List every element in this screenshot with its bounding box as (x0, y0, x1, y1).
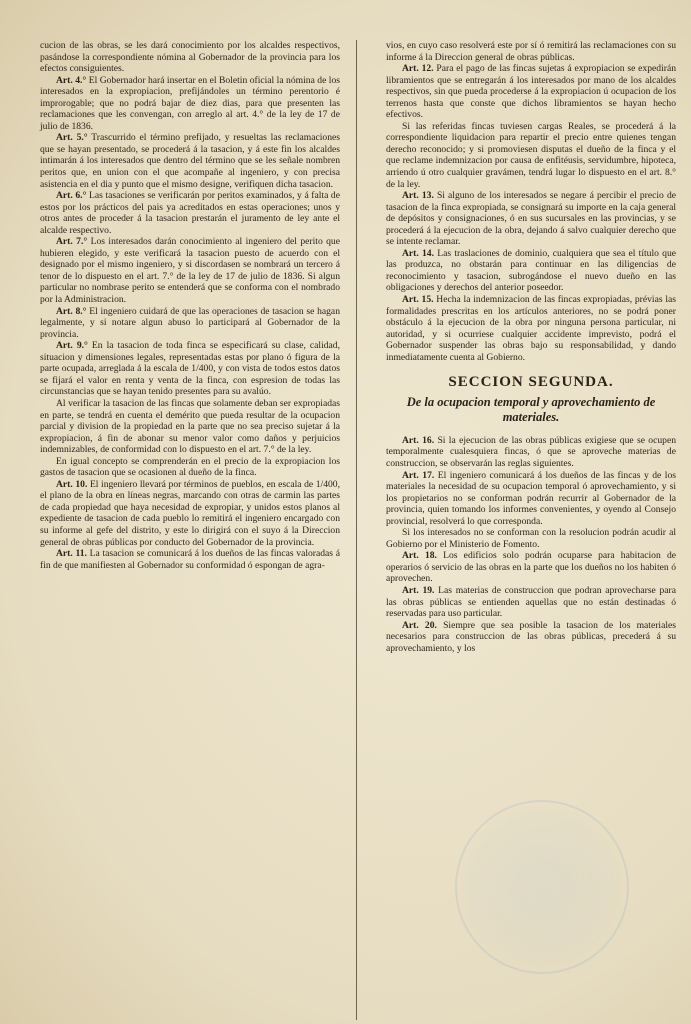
article-10 (40, 479, 340, 548)
paragraph: cucion de las obras, se les dará conocimiento por los alcaldes respectivos, pasándose la correspondiente nómina al Gobernador de la provincia para los efectos consiguientes. (40, 40, 340, 75)
article-text: Para el pago de las fincas sujetas á expropiacion se expedirán libramientos que se entregarán á los interesados por mano de los alcaldes respectivos, sin que pueda procederse á la expropiacion ú ocupacion de los terrenos hasta que conste que dichos libramientos se hayan hecho efectivos. (386, 63, 676, 121)
article-text: Los edificios solo podrán ocuparse para habitacion de operarios ó servicio de las obras en la parte que los dueños no los habiten ó aprovechen. (386, 550, 676, 585)
article-label: Art. 18. (402, 550, 437, 562)
article-9 (40, 340, 340, 398)
article-text: El ingeniero comunicará á los dueños de las fincas y de los materiales la necesidad de su ocupacion temporal ó aprovechamiento, y si los propietarios no se conforman podrán recurrir al Gobernador de la provincia, quien tomando los informes convenientes, y oyendo al Consejo provincial, resolverá lo que corresponda. (386, 469, 676, 527)
article-text: El ingeniero cuidará de que las operaciones de tasacion se hagan legalmente, y si notare algun abuso lo participará al Gobernador de la provincia. (40, 305, 340, 340)
article-label: Art. 8.° (56, 305, 87, 317)
paragraph: vios, en cuyo caso resolverá este por sí ó remitirá las reclamaciones con su informe á la Direccion general de obras públicas. (386, 40, 676, 63)
article-7 (40, 236, 340, 305)
article-8 (40, 306, 340, 341)
article-12 (386, 63, 676, 121)
article-label: Art. 20. (402, 619, 437, 631)
article-text: Trascurrido el término prefijado, y resueltas las reclamaciones que se hayan presentado, se procederá á la tasacion, y á este fin los alcaldes intimarán á los interesados que dentro del término que se les señale nombren peritos que, en union con el que acompañe al ingeniero, y con precisa asistencia en el dia y punto que el mismo designe, verifiquen dicha tasacion. (40, 132, 340, 190)
article-5 (40, 132, 340, 190)
article-label: Art. 11. (56, 548, 87, 560)
paragraph: Si las referidas fincas tuviesen cargas Reales, se procederá á la correspondiente liquidacion para repartir el precio entre quienes tengan derecho reconocido; y si promoviesen disputas el dueño de la finca y el que reclame indemnizacion por causa de enfitéusis, servidumbre, hipoteca, arriendo ú otro cualquier gravámen, tendrá lugar lo dispuesto en el art. 8.° de la ley. (386, 120, 676, 190)
article-16 (386, 435, 676, 470)
article-19 (386, 585, 676, 620)
library-stamp-watermark (455, 800, 629, 974)
left-column (40, 40, 340, 571)
article-6 (40, 190, 340, 236)
article-18 (386, 550, 676, 585)
article-label: Art. 6.° (56, 190, 87, 202)
article-text: Las materias de construccion que podran aprovecharse para las obras públicas se entienden aquellas que no están destinadas ó reservadas para uso particular. (386, 584, 677, 620)
article-20 (386, 620, 676, 655)
article-text: Si alguno de los interesados se negare á percibir el precio de tasacion de la finca expropiada, se consignará su importe en la caja general de depósitos y consignaciones, ó en sus sucursales en las provincias, y se procederá á la ejecucion de la obra, dejando á salvo cualquier derecho que se intente reclamar. (386, 190, 676, 248)
article-label: Art. 14. (402, 247, 435, 259)
article-label: Art. 16. (402, 434, 435, 446)
article-label: Art. 19. (402, 584, 435, 596)
article-label: Art. 4.° (56, 74, 87, 86)
paragraph: Al verificar la tasacion de las fincas que solamente deban ser expropiadas en parte, se tendrá en cuenta el demérito que pueda resultar de la ocupacion parcial y division de la propiedad en la parte que no sea preciso sujetar á la expropiacion, á fin de abonar su menor valor como daños y perjuicios indemnizables, de conformidad con lo dispuesto en el art. 7.° de la ley. (40, 397, 340, 456)
article-label: Art. 13. (402, 190, 434, 202)
article-text: La tasacion se comunicará á los dueños de las fincas valoradas á fin de que manifiesten al Gobernador su conformidad ó espongan de agra- (40, 548, 340, 571)
article-text: Las traslaciones de dominio, cualquiera que sea el título que las produzca, no obstarán para continuar en las diligencias de reconocimiento y tasacion, subrogándose el nuevo dueño en las obligaciones y derechos del anterior poseedor. (386, 247, 676, 294)
article-label: Art. 7.° (56, 236, 88, 248)
article-text: Si la ejecucion de las obras públicas exigiese que se ocupen temporalmente cualesquiera fincas, ó que se aproveche materias de construccion, se observarán las reglas siguientes. (386, 434, 677, 469)
section-title: SECCION SEGUNDA. (448, 374, 614, 391)
article-11 (40, 548, 340, 571)
article-text: Las tasaciones se verificarán por peritos examinados, y á falta de estos por los prácticos del pais ya acreditados en estas operaciones; unos y otros antes de proceder á la tasacion prestarán el juramento de ley ante el alcalde respectivo. (40, 190, 340, 236)
column-divider (356, 40, 357, 1020)
article-14 (386, 248, 676, 294)
paragraph: Si los interesados no se conforman con la resolucion podrán acudir al Gobierno por el Ministerio de Fomento. (386, 527, 676, 550)
article-label: Art. 12. (402, 63, 434, 75)
article-text: Siempre que sea posible la tasacion de los materiales necesarios para construccion de las obras públicas, precederá á su aprovechamiento, y los (386, 619, 676, 654)
article-15 (386, 294, 676, 363)
article-text: El ingeniero llevará por términos de pueblos, en escala de 1/400, el plano de la obra en líneas negras, marcando con otras de carmin las partes de cada propiedad que haya necesidad de expropiar, y unidos estos planos al expediente de tasacion de cada pueblo lo remitirá el ingeniero encargado con su informe al gefe del distrito, y este lo dirigirá con el suyo á la Direccion general de obras públicas por conducto del Gobernador de la provincia. (40, 478, 340, 548)
right-column (386, 40, 676, 654)
article-text: Hecha la indemnizacion de las fincas expropiadas, prévias las formalidades prescritas en los artículos anteriores, no se podrá poner obstáculo á la ejecucion de la obra por ninguna persona particular, ni autoridad, y si ocurriese cualquier accidente imprevisto, podrá el Gobernador suspender las obras bajo su responsabilidad, y dando inmediatamente cuenta al Gobierno. (386, 294, 676, 363)
article-label: Art. 15. (402, 294, 434, 306)
article-text: El Gobernador hará insertar en el Boletin oficial la nómina de los interesados en la expropiacion, prefijándoles un término perentorio é improrogable; que no podrá bajar de diez dias, para que presenten las reclamaciones que les convengan, con arreglo al art. 4.° de la ley de 17 de julio de 1836. (40, 74, 340, 132)
article-text: Los interesados darán conocimiento al ingeniero del perito que hubieren elegido, y este verificará la tasacion puesto de acuerdo con el designado por el mismo ingeniero, y si discordasen se nombrará un tercero á tenor de lo dispuesto en el art. 7.° de la ley de 17 de julio de 1836. Si algun particular no nombrase perito se entenderá que se conforma con el nombrado por la Administracion. (40, 236, 340, 306)
section-subtitle: De la ocupacion temporal y aprovechamiento de materiales. (406, 394, 656, 424)
article-label: Art. 5.° (56, 132, 88, 144)
article-label: Art. 17. (402, 469, 435, 481)
article-17 (386, 470, 676, 528)
article-4 (40, 75, 340, 133)
article-label: Art. 10. (56, 478, 88, 490)
article-13 (386, 190, 676, 248)
paragraph: En igual concepto se comprenderán en el precio de la expropiacion los gastos de tasacion que se ocasionen al dueño de la finca. (40, 455, 340, 479)
article-label: Art. 9.° (56, 340, 88, 352)
article-text: En la tasacion de toda finca se especificará su clase, calidad, situacion y dimensiones legales, representadas estas por plano ó figura de la parte ocupada, arreglada á la escala de 1/400, y con vista de todos estos datos se fijará el valor en renta y venta de la finca, con espresion de todas las circunstancias que se hayan tenido presentes para su avalúo. (40, 340, 340, 398)
